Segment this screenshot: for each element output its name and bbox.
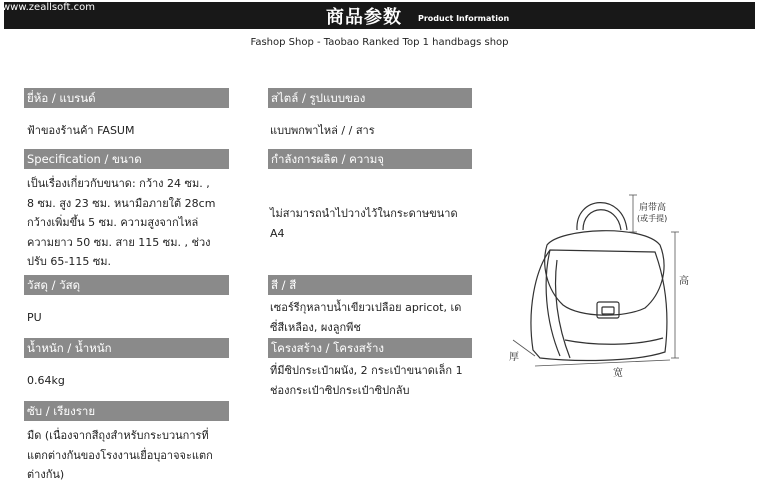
watermark: www.zeallsoft.com: [2, 2, 96, 13]
height-label: 高: [679, 276, 689, 287]
spec-line: ความยาว 50 ซม. สาย 115 ซม. , ช่วง: [27, 235, 211, 249]
style-value: แบบพกพาไหล่ / / สาร: [270, 124, 375, 137]
handle-height-label: 肩带高: [639, 203, 667, 213]
lining-line: แตกต่างกันของโรงงานเยื่อบุอาจจะแตก: [27, 448, 213, 462]
structure-value: [270, 361, 463, 400]
bag-dimension-diagram: [505, 190, 705, 380]
spec-line: เป็นเรื่องเกี่ยวกับขนาด: กว้าง 24 ซม. ,: [27, 177, 210, 190]
lining-value: [27, 426, 213, 485]
bag-lower-seam: [565, 338, 663, 344]
bag-side-fold-2: [556, 260, 570, 358]
lining-label: ซับ / เรียงราย: [24, 401, 229, 421]
specification-value: [27, 174, 215, 272]
color-label: สี / สี: [268, 275, 472, 295]
material-label: วัสดุ / วัสดุ: [24, 275, 229, 295]
specification-label: Specification / ขนาด: [24, 149, 229, 169]
capacity-label: กำลังการผลิต / ความจุ: [268, 149, 472, 169]
material-value: PU: [27, 311, 42, 324]
depth-label: 厚: [509, 352, 519, 363]
weight-label: น้ำหนัก / น้ำหนัก: [24, 338, 229, 358]
color-line: ซี่สีเหลือง, ผงลูกพีช: [270, 320, 361, 334]
bag-side-fold: [546, 250, 560, 356]
structure-line: ช่องกระเป๋าซิปกระเป๋าซิปกลับ: [270, 383, 410, 397]
spec-line: ปรับ 65-115 ซม.: [27, 255, 112, 268]
brand-label: ยี่ห้อ / แบรนด์: [24, 88, 229, 108]
bag-handle-outline: [577, 203, 627, 230]
shop-subtitle: Fashop Shop - Taobao Ranked Top 1 handbags shop: [250, 37, 509, 48]
spec-line: กว้างเพิ่มขึ้น 5 ซม. ความสูงจากไหล่: [27, 216, 199, 229]
lining-line: มืด (เนื่องจากสีถุงสำหรับกระบวนการที่: [27, 429, 209, 442]
color-value: [270, 298, 461, 337]
bag-clasp-inner: [602, 307, 614, 314]
style-label: สไตล์ / รูปแบบของ: [268, 88, 472, 108]
page-title: 商品参数: [326, 7, 402, 28]
handle-height-sublabel: (或手提): [637, 214, 668, 223]
color-line: เซอร์รีกุหลาบน้ำเขียวเปลือย apricot, เด: [270, 301, 462, 314]
capacity-value: [270, 204, 458, 243]
structure-line: ที่มีซิปกระเป๋าผนัง, 2 กระเป๋าขนาดเล็ก 1: [270, 364, 463, 377]
width-label: 宽: [613, 368, 623, 379]
weight-value: 0.64kg: [27, 374, 65, 387]
structure-label: โครงสร้าง / โครงสร้าง: [268, 338, 472, 358]
spec-line: 8 ซม. สูง 23 ซม. หนามือภายใต้ 28cm: [27, 196, 216, 210]
capacity-line: A4: [270, 226, 285, 240]
page-title-english: Product Information: [418, 14, 510, 23]
bag-handle-inner: [583, 210, 621, 230]
lining-line: ต่างกัน): [27, 468, 65, 481]
capacity-line: ไม่สามารถนำไปวางไว้ในกระดาษขนาด: [270, 207, 458, 220]
brand-value: ฟ้าของร้านค้า FASUM: [27, 124, 135, 137]
